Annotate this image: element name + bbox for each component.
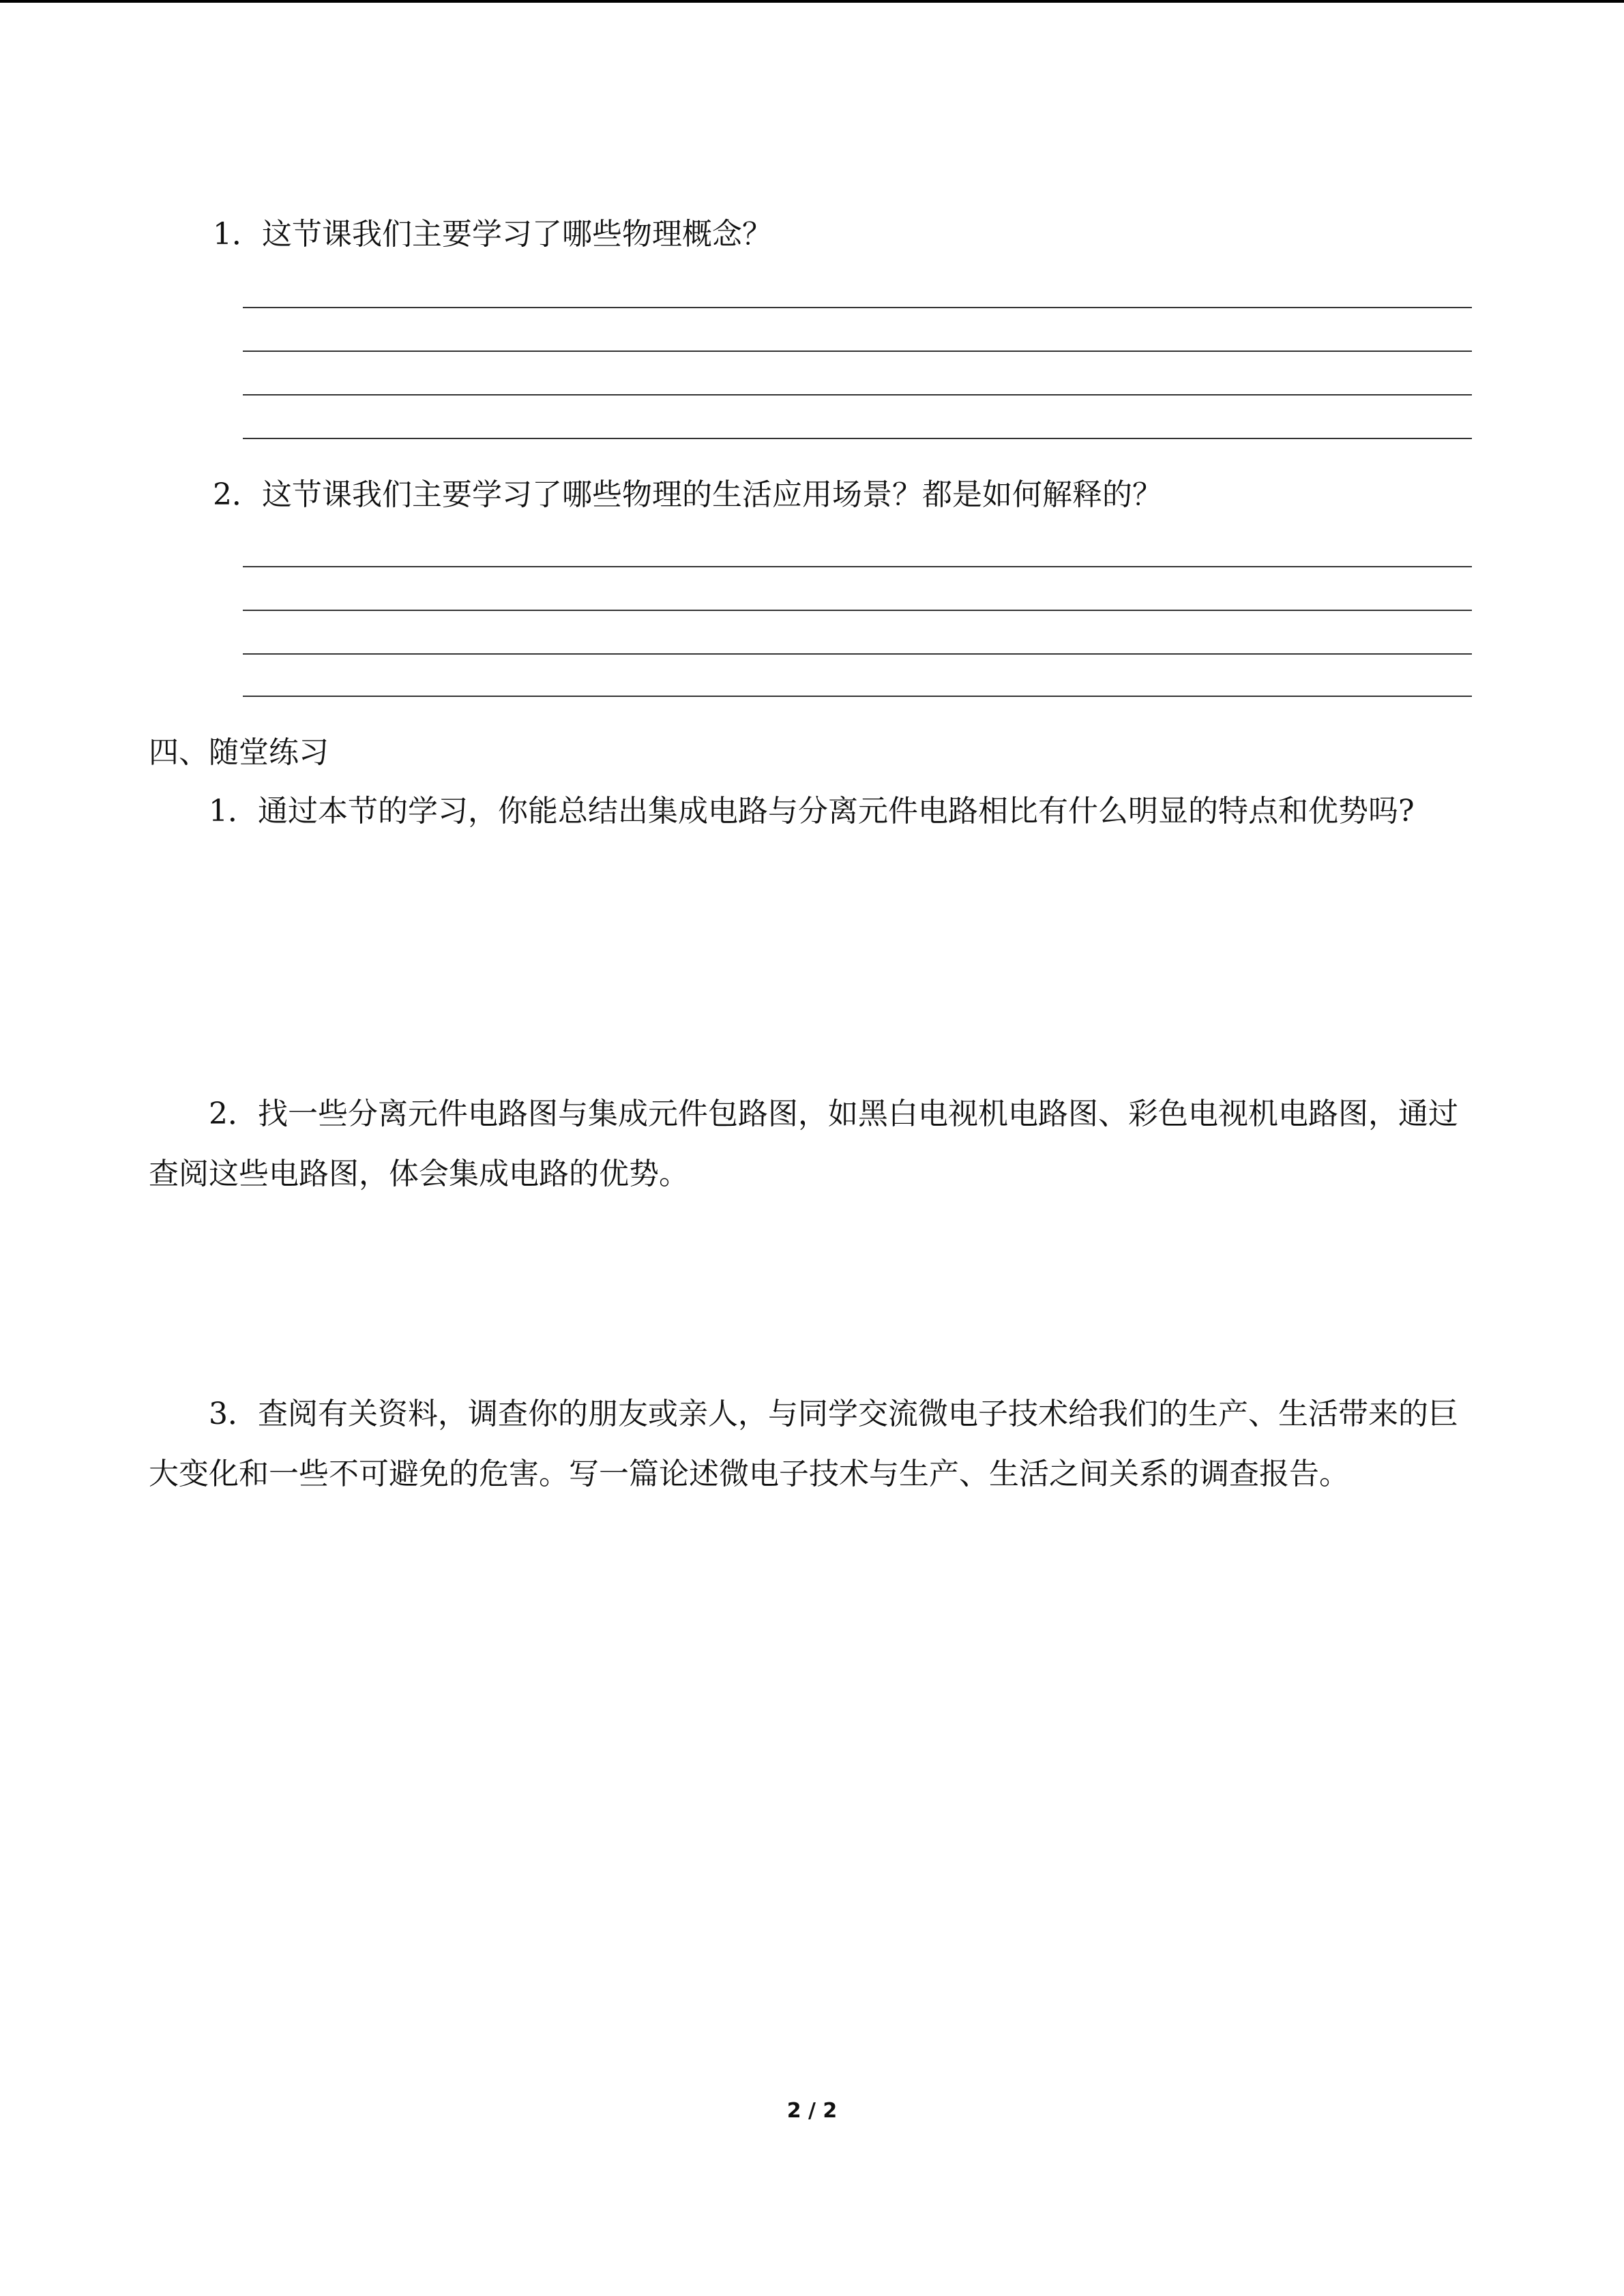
summary-question-2: 2．这节课我们主要学习了哪些物理的生活应用场景？都是如何解释的？ (213, 477, 1162, 512)
answer-line (243, 351, 1472, 352)
summary-question-1: 1．这节课我们主要学习了哪些物理概念？ (213, 217, 772, 252)
section-heading: 四、随堂练习 (149, 735, 329, 770)
answer-line (243, 566, 1472, 567)
exercise-1: 1．通过本节的学习，你能总结出集成电路与分离元件电路相比有什么明显的特点和优势吗? (209, 794, 1415, 829)
answer-line (243, 696, 1472, 697)
exercise-3: 3．查阅有关资料，调查你的朋友或亲人，与同学交流微电子技术给我们的生产、生活带来的巨大变化和一些不可避免的危害。写一篇论述微电子技术与生产、生活之间关系的调查报告。 (149, 1397, 1458, 1491)
page-number: 2 / 2 (786, 2099, 838, 2123)
answer-line (243, 610, 1472, 611)
answer-line (243, 394, 1472, 396)
answer-line (243, 307, 1472, 308)
page-top-border (0, 0, 1624, 3)
answer-line (243, 653, 1472, 655)
exercise-2: 2．找一些分离元件电路图与集成元件包路图，如黑白电视机电路图、彩色电视机电路图，通过查阅这些电路图，体会集成电路的优势。 (149, 1097, 1458, 1191)
answer-line (243, 438, 1472, 439)
